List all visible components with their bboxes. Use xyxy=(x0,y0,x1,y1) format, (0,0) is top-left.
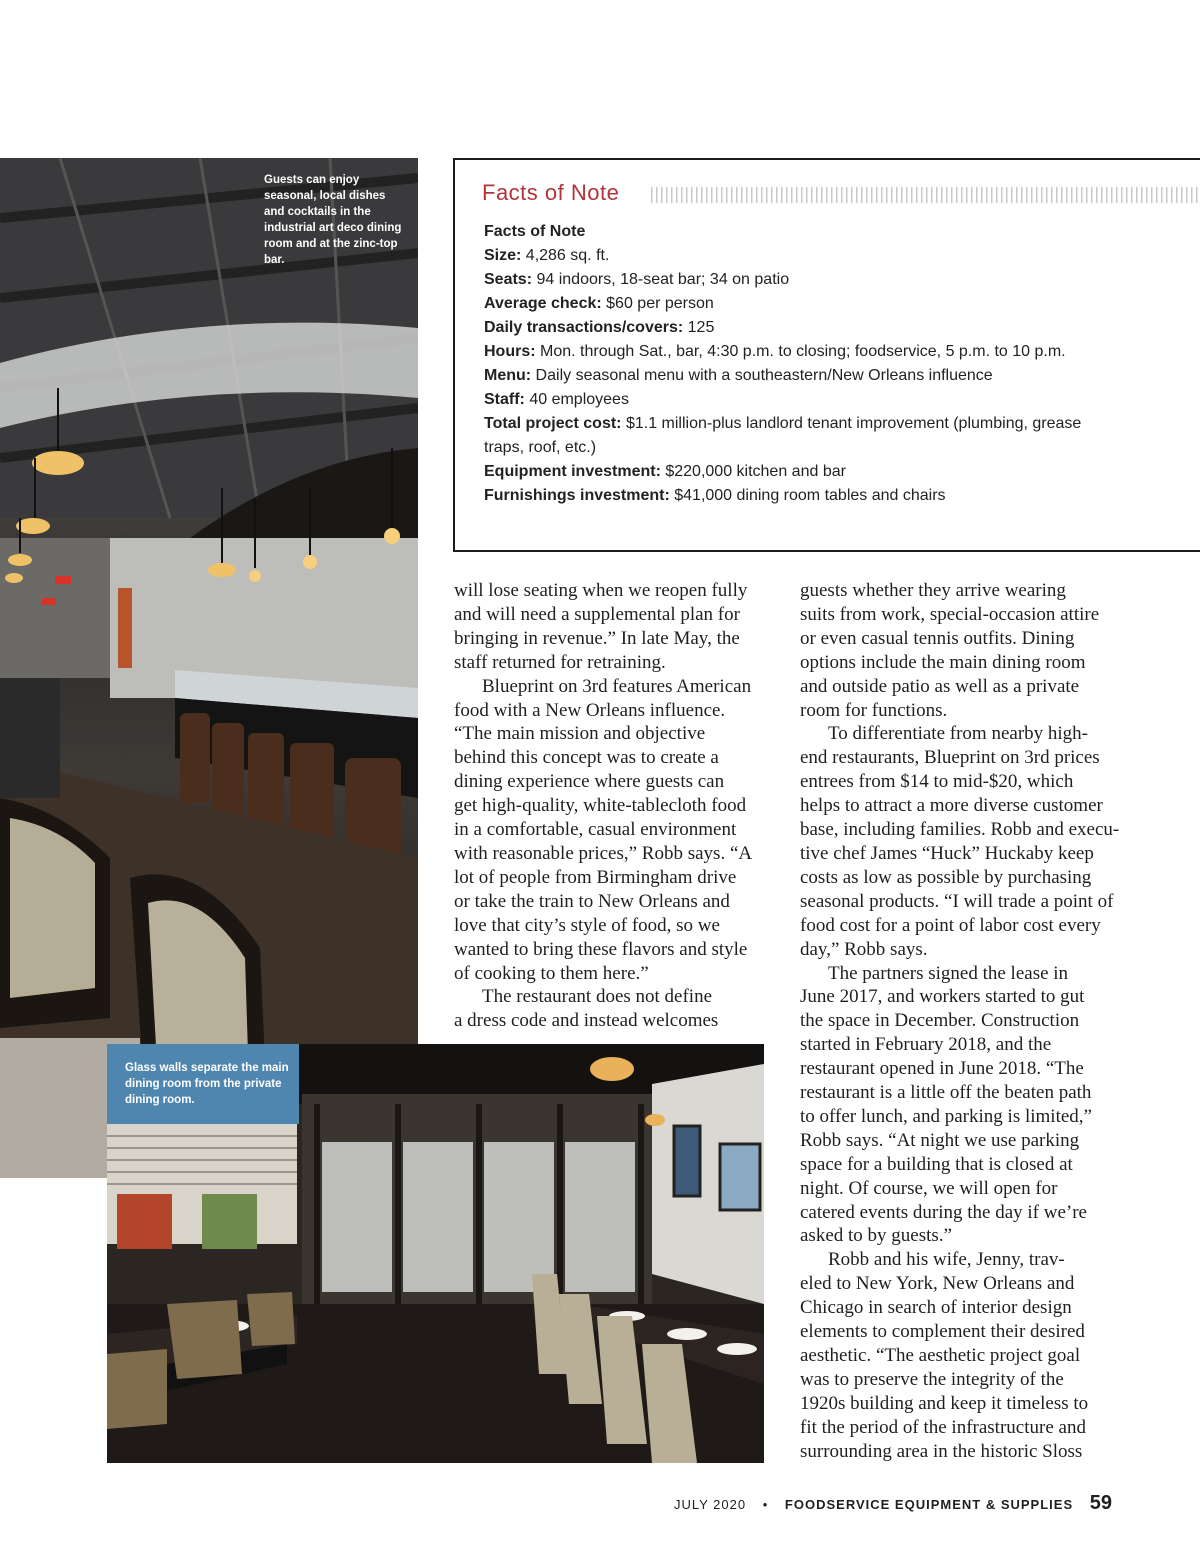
article-text-line: Robb and his wife, Jenny, trav- xyxy=(828,1249,1065,1271)
article-text-line: in a comfortable, casual environment xyxy=(454,819,737,841)
article-text-line: will lose seating when we reopen fully xyxy=(454,580,748,601)
article-text-line: suits from work, special-occasion attire xyxy=(800,603,1100,625)
article-text-line: or take the train to New Orleans and xyxy=(454,890,730,912)
article-text-line: get high-quality, white-tablecloth food xyxy=(454,795,747,817)
photo2-caption: Glass walls separate the main dining room from the private dining room. xyxy=(107,1044,299,1124)
article-text-line: catered events during the day if we’re xyxy=(800,1201,1087,1223)
article-text-line: restaurant opened in June 2018. “The xyxy=(800,1058,1084,1080)
facts-heading: Facts of Note xyxy=(482,180,620,205)
article-text-line: food cost for a point of labor cost every xyxy=(800,914,1101,936)
article-text-line: space for a building that is closed at xyxy=(800,1153,1073,1175)
article-text-line: entrees from $14 to mid-$20, which xyxy=(800,771,1074,793)
page-number: 59 xyxy=(1089,1492,1112,1514)
page-footer xyxy=(674,1492,1112,1515)
fact-total-project-cost: Total project cost: $1.1 million-plus landlord tenant improvement (plumbing, grease traps, roof, etc.) xyxy=(484,415,1082,456)
article-text-line: and outside patio as well as a private xyxy=(800,675,1080,697)
article-text-line: staff returned for retraining. xyxy=(454,651,666,673)
fact-seats: Seats: 94 indoors, 18-seat bar; 34 on patio xyxy=(484,271,790,288)
article-text-line: behind this concept was to create a xyxy=(454,747,719,769)
article-text-line: asked to by guests.” xyxy=(800,1225,952,1247)
article-text-line: tive chef James “Huck” Huckaby keep xyxy=(800,842,1094,864)
article-text-line: To differentiate from nearby high- xyxy=(828,723,1088,745)
article-text-line: wanted to bring these flavors and style xyxy=(454,938,748,960)
article-text-line: with reasonable prices,” Robb says. “A xyxy=(454,842,753,864)
fact-size: Size: 4,286 sq. ft. xyxy=(484,247,610,264)
private-dining-room-photo xyxy=(107,1044,764,1463)
article-text-line: restaurant is a little off the beaten path xyxy=(800,1082,1092,1104)
article-text-line: eled to New York, New Orleans and xyxy=(800,1273,1075,1295)
article-text-line: food with a New Orleans influence. xyxy=(454,699,726,721)
article-text-line: Chicago in search of interior design xyxy=(800,1297,1072,1319)
fact-staff: Staff: 40 employees xyxy=(484,391,629,408)
article-text-line: Robb says. “At night we use parking xyxy=(800,1129,1080,1151)
article-text-line: room for functions. xyxy=(800,699,948,721)
article-text-line: The restaurant does not define xyxy=(482,986,713,1008)
article-column-1 xyxy=(454,579,774,1033)
article-text-line: started in February 2018, and the xyxy=(800,1034,1052,1056)
bar-dining-room-illustration xyxy=(0,158,418,1178)
article-text-line: “The main mission and objective xyxy=(454,723,706,745)
facts-list xyxy=(484,220,1104,508)
article-text-line: The partners signed the lease in xyxy=(828,962,1069,984)
facts-of-note-box xyxy=(453,158,1200,552)
article-text-line: Blueprint on 3rd features American xyxy=(482,675,752,697)
article-text-line: helps to attract a more diverse customer xyxy=(800,795,1103,817)
article-text-line: night. Of course, we will open for xyxy=(800,1177,1058,1199)
publication-name: FOODSERVICE EQUIPMENT & SUPPLIES xyxy=(784,1497,1074,1512)
fact-average-check: Average check: $60 per person xyxy=(484,295,714,312)
facts-decorative-rule xyxy=(651,187,1200,203)
photo1-caption: Guests can enjoy seasonal, local dishes and cocktails in the industrial art deco dining room and at the zinc-top bar. xyxy=(264,174,402,266)
article-text-line: 1920s building and keep it timeless to xyxy=(800,1392,1089,1414)
article-text-line: day,” Robb says. xyxy=(800,938,928,960)
footer-separator: • xyxy=(762,1497,769,1512)
article-text-line: was to preserve the integrity of the xyxy=(800,1368,1064,1390)
article-text-line: end restaurants, Blueprint on 3rd prices xyxy=(800,747,1100,769)
article-text-line: seasonal products. “I will trade a point of xyxy=(800,890,1114,912)
article-text-line: to offer lunch, and parking is limited,” xyxy=(800,1105,1092,1127)
article-text-line: the space in December. Construction xyxy=(800,1010,1080,1032)
article-text-line: and will need a supplemental plan for xyxy=(454,603,740,625)
article-column-2 xyxy=(800,579,1118,1464)
article-text-line: bringing in revenue.” In late May, the xyxy=(454,627,740,649)
article-text-line: of cooking to them here.” xyxy=(454,962,649,984)
article-text-line: lot of people from Birmingham drive xyxy=(454,866,737,888)
article-text-line: aesthetic. “The aesthetic project goal xyxy=(800,1345,1081,1366)
fact-hours: Hours: Mon. through Sat., bar, 4:30 p.m. to closing; foodservice, 5 p.m. to 10 p.m. xyxy=(484,343,1066,360)
fact-equipment-investment: Equipment investment: $220,000 kitchen and bar xyxy=(484,463,846,480)
issue-date: JULY 2020 xyxy=(673,1497,747,1512)
article-text-line: a dress code and instead welcomes xyxy=(454,1010,719,1032)
fact-furnishings-investment: Furnishings investment: $41,000 dining room tables and chairs xyxy=(484,487,946,504)
fact-daily-transactions: Daily transactions/covers: 125 xyxy=(484,319,715,336)
article-text-line: fit the period of the infrastructure and xyxy=(800,1416,1086,1438)
article-text-line: June 2017, and workers started to gut xyxy=(800,986,1085,1008)
article-text-line: options include the main dining room xyxy=(800,651,1086,673)
facts-subheading: Facts of Note xyxy=(484,223,586,240)
article-text-line: love that city’s style of food, so we xyxy=(454,914,720,936)
bar-dining-room-photo xyxy=(0,158,418,1178)
article-text-line: guests whether they arrive wearing xyxy=(800,580,1066,601)
article-text-line: surrounding area in the historic Sloss xyxy=(800,1440,1083,1462)
article-text-line: elements to complement their desired xyxy=(800,1321,1085,1343)
article-text-line: dining experience where guests can xyxy=(454,771,725,793)
fact-menu: Menu: Daily seasonal menu with a southeastern/New Orleans influence xyxy=(484,367,993,384)
article-text-line: or even casual tennis outfits. Dining xyxy=(800,627,1075,649)
article-text-line: base, including families. Robb and execu- xyxy=(800,819,1120,841)
article-text-line: costs as low as possible by purchasing xyxy=(800,866,1092,888)
